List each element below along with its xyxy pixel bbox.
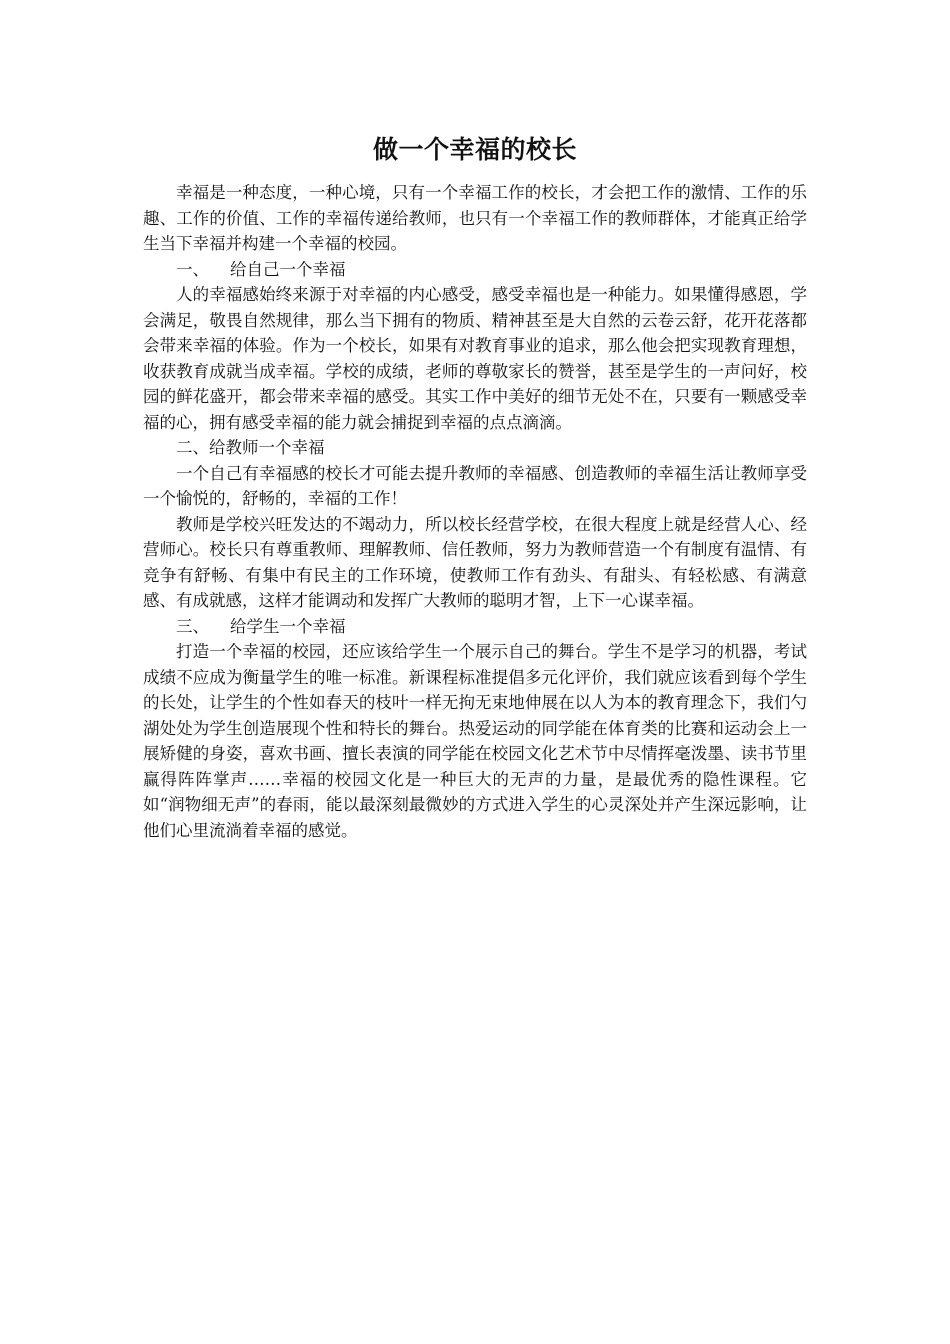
section-heading: 一、 给自己一个幸福 bbox=[176, 259, 346, 279]
section-3 bbox=[143, 614, 807, 844]
section-2 bbox=[143, 435, 807, 614]
section-heading: 三、 给学生一个幸福 bbox=[176, 616, 346, 636]
body-paragraph: 打造一个幸福的校园，还应该给学生一个展示自己的舞台。学生不是学习的机器，考试成绩不应成为衡量学生的唯一标准。新课程标准提倡多元化评价，我们就应该看到每个学生的长处，让学生的个性如春天的枝叶一样无拘无束地伸展在以人为本的教育理念下，我们勺湖处处为学生创造展现个性和特长的舞台。热爱运动的同学能在体育类的比赛和运动会上一展矫健的身姿，喜欢书画、擅长表演的同学能在校园文化艺术节中尽情挥毫泼墨、读书节里赢得阵阵掌声……幸福的校园文化是一种巨大的无声的力量，是最优秀的隐性课程。它如“润物细无声”的春雨，能以最深刻最微妙的方式进入学生的心灵深处并产生深远影响，让他们心里流淌着幸福的感觉。 bbox=[143, 642, 807, 840]
document-page bbox=[143, 130, 807, 843]
section-1 bbox=[143, 257, 807, 436]
body-paragraph: 人的幸福感始终来源于对幸福的内心感受，感受幸福也是一种能力。如果懂得感恩，学会满足，敬畏自然规律，那么当下拥有的物质、精神甚至是大自然的云卷云舒，花开花落都会带来幸福的体验。作为一个校长，如果有对教育事业的追求，那么他会把实现教育理想，收获教育成就当成幸福。学校的成绩，老师的尊敬家长的赞誉，甚至是学生的一声问好，校园的鲜花盛开，都会带来幸福的感受。其实工作中美好的细节无处不在，只要有一颗感受幸福的心，拥有感受幸福的能力就会捕捉到幸福的点点滴滴。 bbox=[143, 285, 807, 432]
body-paragraph: 教师是学校兴旺发达的不竭动力，所以校长经营学校，在很大程度上就是经营人心、经营师心。校长只有尊重教师、理解教师、信任教师，努力为教师营造一个有制度有温情、有竞争有舒畅、有集中有民主的工作环境，使教师工作有劲头、有甜头、有轻松感、有满意感、有成就感，这样才能调动和发挥广大教师的聪明才智，上下一心谋幸福。 bbox=[143, 514, 807, 610]
body-paragraph: 一个自己有幸福感的校长才可能去提升教师的幸福感、创造教师的幸福生活让教师享受一个愉悦的，舒畅的，幸福的工作！ bbox=[143, 463, 807, 508]
section-heading: 二、给教师一个幸福 bbox=[176, 438, 325, 457]
page-title: 做一个幸福的校长 bbox=[372, 135, 577, 164]
intro-paragraph: 幸福是一种态度，一种心境，只有一个幸福工作的校长，才会把工作的激情、工作的乐趣、工作的价值、工作的幸福传递给教师，也只有一个幸福工作的教师群体，才能真正给学生当下幸福并构建一个幸福的校园。 bbox=[143, 183, 807, 253]
